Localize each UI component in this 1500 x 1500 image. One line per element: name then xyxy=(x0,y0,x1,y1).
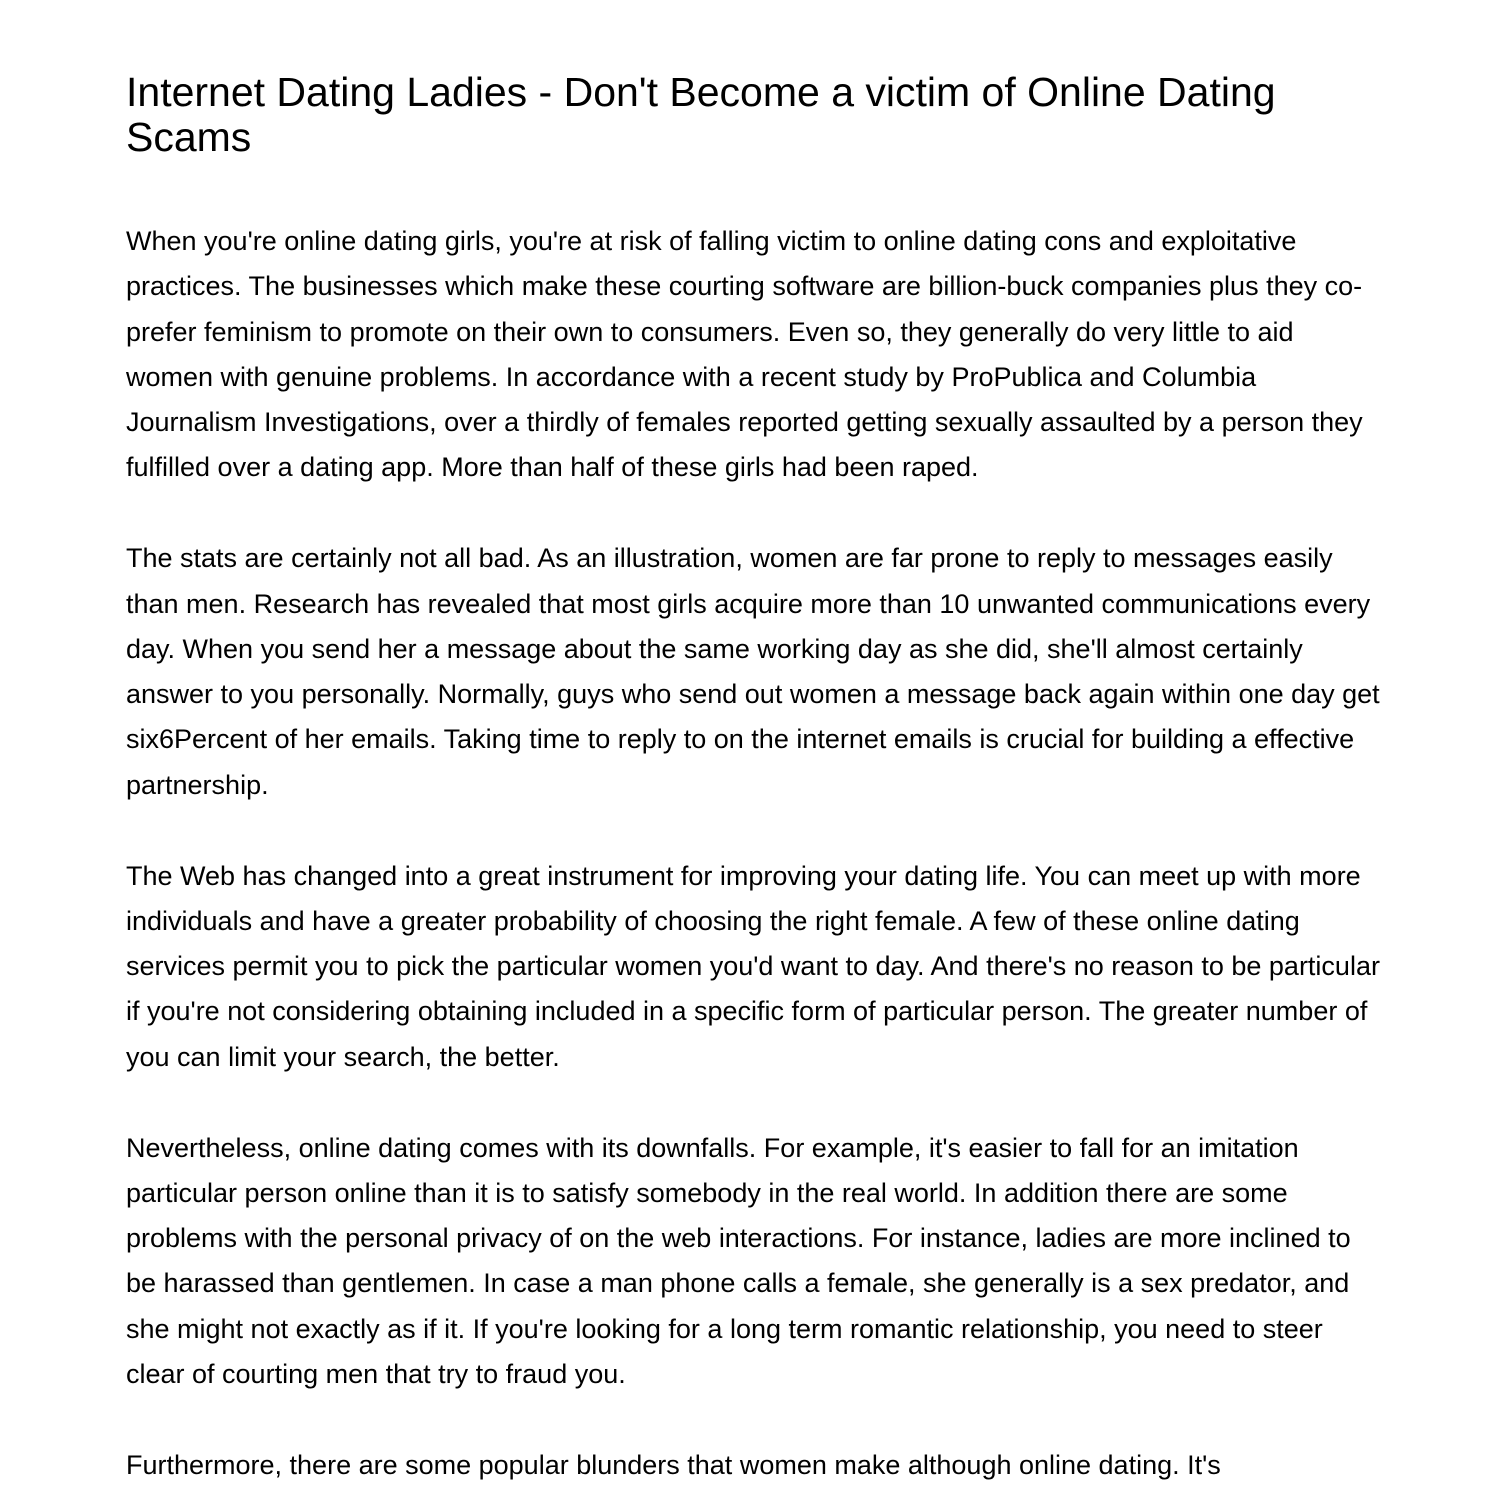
paragraph: Nevertheless, online dating comes with its downfalls. For example, it's easier to fall for an imitation particular person online than it is to satisfy somebody in the real world. In addition there are some problems with the personal privacy of on the web interactions. For instance, ladies are more inclined to be harassed than gentlemen. In case a man phone calls a female, she generally is a sex predator, and she might not exactly as if it. If you're looking for a long term romantic relationship, you need to steer clear of courting men that try to fraud you. xyxy=(126,1132,1351,1390)
paragraph: When you're online dating girls, you're at risk of falling victim to online dating cons and exploitative practices. The businesses which make these courting software are billion-buck companies plus they co-prefer feminism to promote on their own to consumers. Even so, they generally do very little to aid women with genuine problems. In accordance with a recent study by ProPublica and Columbia Journalism Investigations, over a thirdly of females reported getting sexually assaulted by a person they fulfilled over a dating app. More than half of these girls had been raped. xyxy=(126,226,1363,483)
page-title: Internet Dating Ladies - Don't Become a victim of Online Dating Scams xyxy=(126,69,1276,160)
paragraph: Furthermore, there are some popular blunders that women make although online dating. It's xyxy=(126,1449,1221,1480)
paragraph: The Web has changed into a great instrument for improving your dating life. You can meet up with more individuals and have a greater probability of choosing the right female. A few of these online dating services permit you to pick the particular women you'd want to day. And there's no reason to be particular if you're not considering obtaining included in a specific form of particular person. The greater number of you can limit your search, the better. xyxy=(126,860,1380,1072)
document-body xyxy=(126,219,1380,1488)
document-content xyxy=(126,70,1380,1500)
paragraph: The stats are certainly not all bad. As an illustration, women are far prone to reply to messages easily than men. Research has revealed that most girls acquire more than 10 unwanted communications every day. When you send her a message about the same working day as she did, she'll almost certainly answer to you personally. Normally, guys who send out women a message back again within one day get six6Percent of her emails. Taking time to reply to on the internet emails is crucial for building a effective partnership. xyxy=(126,543,1380,800)
